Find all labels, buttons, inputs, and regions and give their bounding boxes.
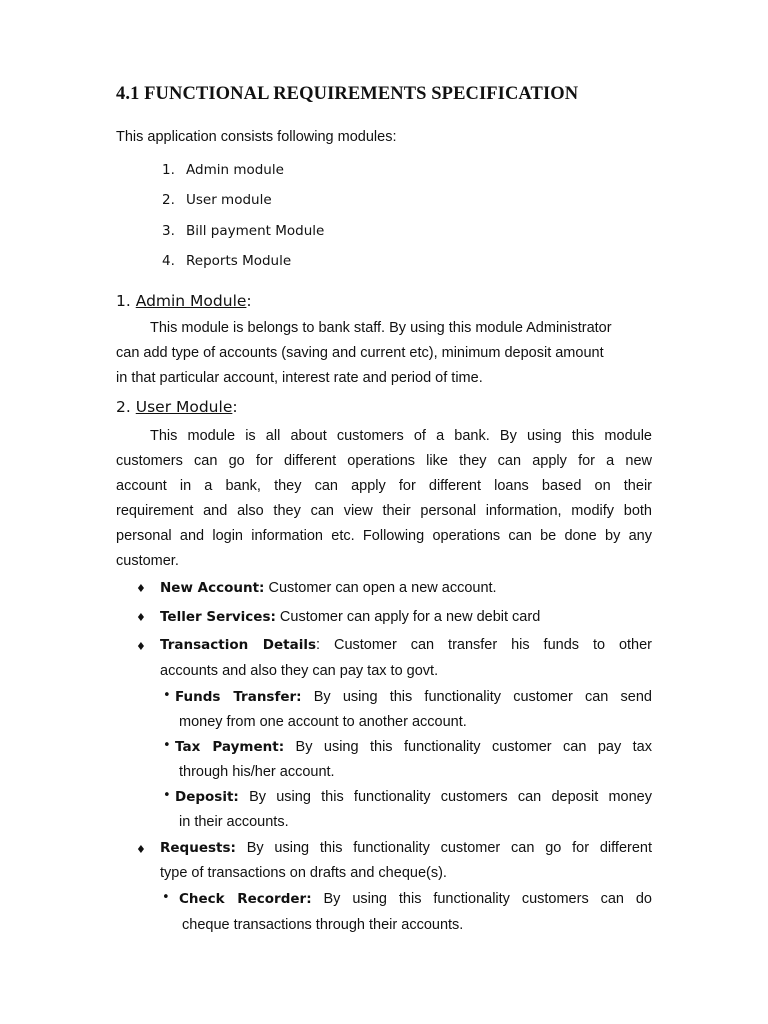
bullet-requests: Requests: By using this functionality customer can go for different (160, 840, 652, 856)
module-list-item: 2. User module (162, 192, 272, 208)
dot-bullet-icon: • (162, 890, 170, 905)
user-paragraph-line: account in a bank, they can apply for different loans based on their (116, 478, 652, 494)
admin-paragraph-line: can add type of accounts (saving and current etc), minimum deposit amount (116, 345, 604, 361)
sub-bullet-funds-transfer: Funds Transfer: By using this functionality customer can send (175, 689, 652, 705)
sub-bullet-tax-payment: Tax Payment: By using this functionality customer can pay tax (175, 739, 652, 755)
sub-bullet-deposit-cont: in their accounts. (179, 814, 289, 830)
bullet-requests-cont: type of transactions on drafts and cheque(s). (160, 865, 447, 881)
user-paragraph-line: customer. (116, 553, 179, 569)
dot-bullet-icon: • (163, 788, 171, 803)
module-list-item: 3. Bill payment Module (162, 223, 325, 239)
user-paragraph-line: customers can go for different operations like they can apply for a new (116, 453, 652, 469)
admin-paragraph-line: This module is belongs to bank staff. By using this module Administrator (150, 320, 612, 336)
diamond-bullet-icon: ♦ (136, 843, 146, 856)
dot-bullet-icon: • (163, 688, 171, 703)
diamond-bullet-icon: ♦ (136, 640, 146, 653)
section-title: 4.1 FUNCTIONAL REQUIREMENTS SPECIFICATION (116, 84, 579, 104)
admin-paragraph-line: in that particular account, interest rate and period of time. (116, 370, 483, 386)
bullet-transaction-details: Transaction Details: Customer can transfer his funds to other (160, 637, 653, 653)
bullet-new-account: New Account: Customer can open a new account. (160, 580, 497, 596)
user-paragraph-line: This module is all about customers of a bank. By using this module (150, 428, 652, 444)
dot-bullet-icon: • (163, 738, 171, 753)
sub-bullet-tax-payment-cont: through his/her account. (179, 764, 335, 780)
intro-text: This application consists following modules: (116, 129, 397, 145)
module-list-item: 1. Admin module (162, 162, 284, 178)
sub-bullet-check-recorder: Check Recorder: By using this functionality customers can do (179, 891, 652, 907)
module-list-item: 4. Reports Module (162, 253, 292, 269)
sub-bullet-funds-transfer-cont: money from one account to another account. (179, 714, 467, 730)
diamond-bullet-icon: ♦ (136, 582, 146, 595)
diamond-bullet-icon: ♦ (136, 611, 146, 624)
sub-bullet-deposit: Deposit: By using this functionality customers can deposit money (175, 789, 652, 805)
bullet-teller-services: Teller Services: Customer can apply for a new debit card (160, 609, 541, 625)
admin-module-heading: 1. Admin Module: (116, 292, 252, 310)
bullet-transaction-details-cont: accounts and also they can pay tax to govt. (160, 663, 439, 679)
sub-bullet-check-recorder-cont: cheque transactions through their accounts. (182, 917, 464, 933)
user-module-heading: 2. User Module: (116, 398, 238, 416)
user-paragraph-line: personal and login information etc. Following operations can be done by any (116, 528, 652, 544)
user-paragraph-line: requirement and also they can view their personal information, modify both (116, 503, 652, 519)
